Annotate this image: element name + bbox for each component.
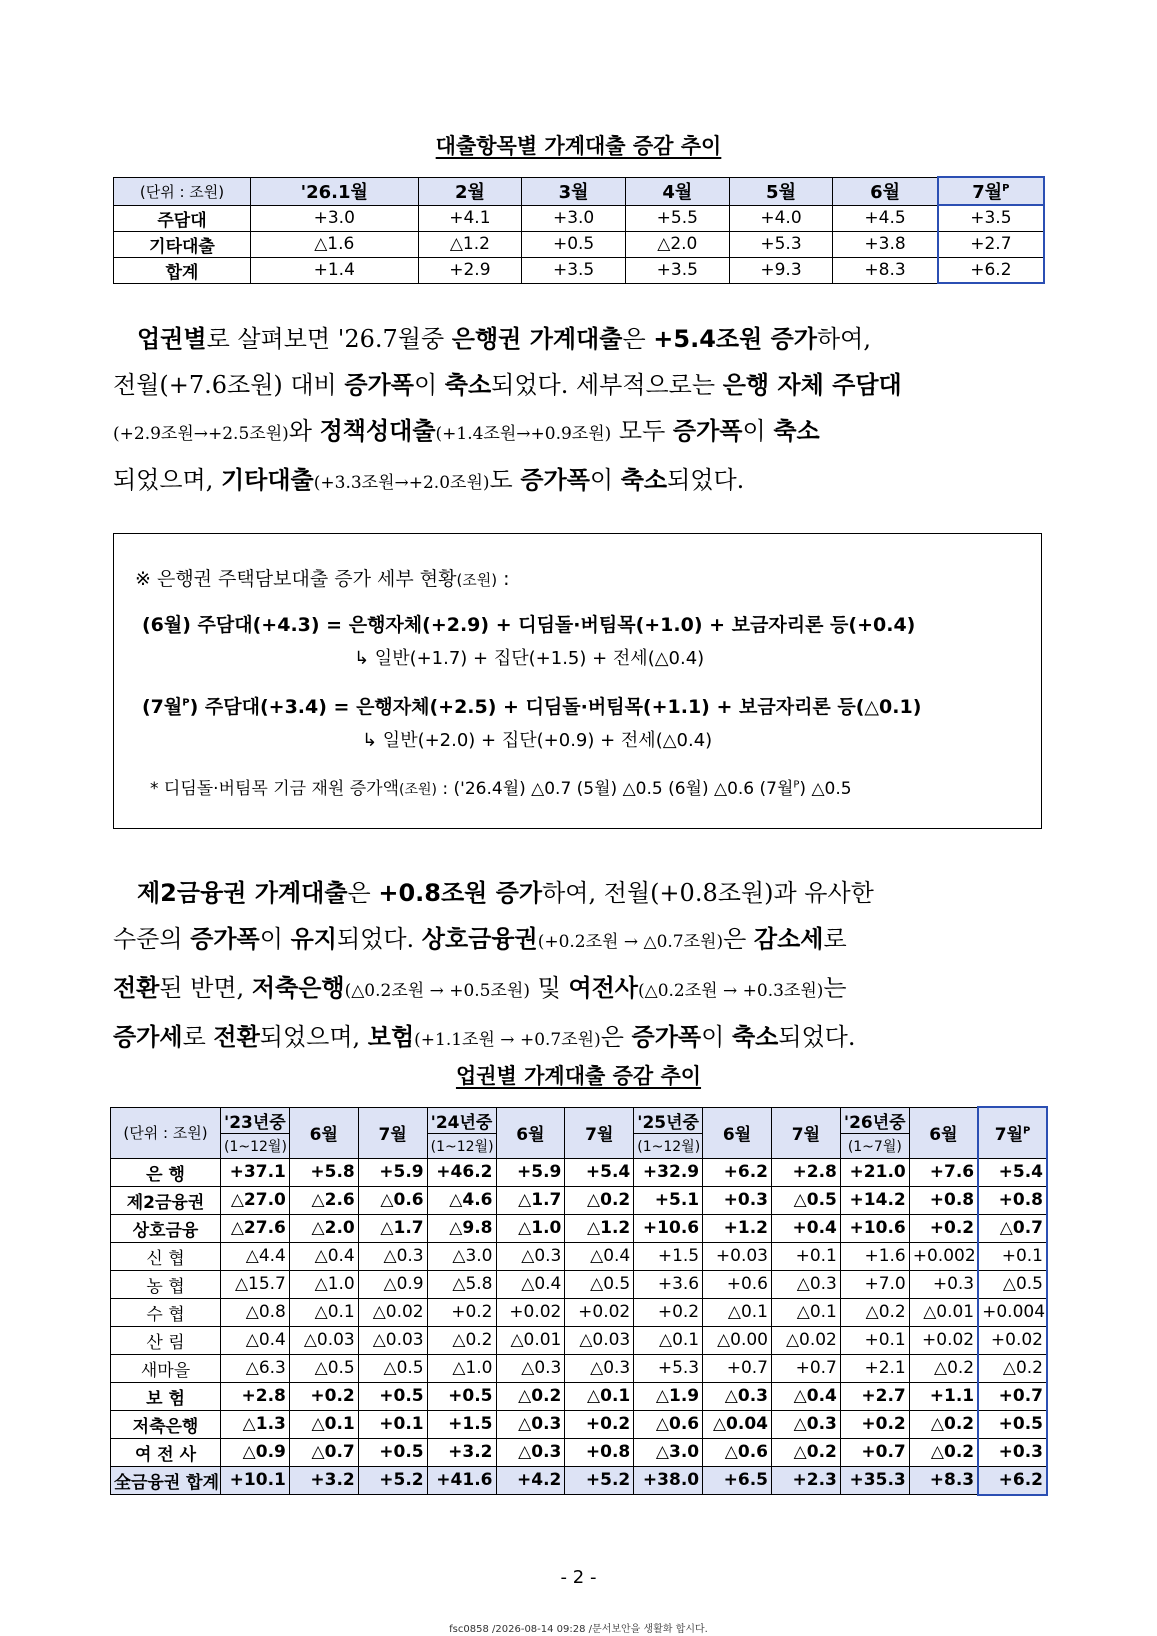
- table-cell: +6.5: [703, 1466, 772, 1495]
- table-cell: △0.6: [634, 1410, 703, 1438]
- table-cell: △0.03: [358, 1326, 427, 1354]
- row-label: 보 험: [111, 1382, 221, 1410]
- table-cell: +0.8: [565, 1438, 634, 1466]
- table-cell: +10.6: [634, 1214, 703, 1242]
- table-cell: △0.04: [703, 1410, 772, 1438]
- table-cell: +0.2: [840, 1410, 909, 1438]
- table-cell: +0.2: [909, 1214, 978, 1242]
- table-cell: +5.4: [565, 1158, 634, 1186]
- table-cell: +8.3: [909, 1466, 978, 1495]
- table-row: [111, 1298, 1048, 1326]
- col-header-current: 7월$^P$: [978, 1107, 1047, 1158]
- mortgage-detail-box: [113, 533, 1042, 829]
- table-cell: △0.01: [909, 1298, 978, 1326]
- table-cell: △0.8: [221, 1298, 290, 1326]
- table-cell: +2.3: [772, 1466, 841, 1495]
- table-cell: △0.4: [221, 1326, 290, 1354]
- table-cell: +5.3: [634, 1354, 703, 1382]
- table-cell: △0.3: [496, 1242, 565, 1270]
- table-cell: △0.03: [565, 1326, 634, 1354]
- table-row: [111, 1354, 1048, 1382]
- table-cell: △0.2: [909, 1438, 978, 1466]
- table-cell: △1.0: [427, 1354, 496, 1382]
- table-row: 주담대 +3.0 +4.1 +3.0 +5.5 +4.0 +4.5 +3.5: [114, 205, 1045, 231]
- row-label: 여 전 사: [111, 1438, 221, 1466]
- box-heading: ※ 은행권 주택담보대출 증가 세부 현황(조원) :: [135, 568, 510, 590]
- table-cell: +3.6: [634, 1270, 703, 1298]
- table-cell: △0.5: [978, 1270, 1047, 1298]
- table-cell: +3.2: [289, 1466, 358, 1495]
- row-label: 상호금융: [111, 1214, 221, 1242]
- table-cell: △0.7: [289, 1438, 358, 1466]
- row-label: 제2금융권: [111, 1186, 221, 1214]
- row-label: 수 협: [111, 1298, 221, 1326]
- table-cell: +32.9: [634, 1158, 703, 1186]
- table-cell: +5.2: [358, 1466, 427, 1495]
- table-cell: +2.8: [772, 1158, 841, 1186]
- table-cell: △0.3: [496, 1438, 565, 1466]
- table-cell: +1.1: [909, 1382, 978, 1410]
- table-row: [111, 1214, 1048, 1242]
- table-cell: +0.004: [978, 1298, 1047, 1326]
- table-cell: +0.03: [703, 1242, 772, 1270]
- col-header: 2월: [418, 177, 522, 205]
- table-cell: △0.3: [565, 1354, 634, 1382]
- table-cell: +0.5: [427, 1382, 496, 1410]
- table-cell: +0.3: [978, 1438, 1047, 1466]
- col-header: 7월: [358, 1107, 427, 1158]
- table-cell: △0.4: [289, 1242, 358, 1270]
- table-cell: △1.0: [496, 1214, 565, 1242]
- box-july-line: (7월$^P$) 주담대(+3.4) = 은행자체(+2.5) + 디딤돌·버팀목(+1.1) + 보금자리론 등(△0.1): [142, 696, 922, 718]
- table-cell: △0.4: [496, 1270, 565, 1298]
- table-row: [111, 1186, 1048, 1214]
- table-row: [111, 1438, 1048, 1466]
- table-cell: +10.1: [221, 1466, 290, 1495]
- table-row: [111, 1466, 1048, 1495]
- box-june-line: (6월) 주담대(+4.3) = 은행자체(+2.9) + 디딤돌·버팀목(+1.0) + 보금자리론 등(+0.4): [142, 614, 916, 636]
- table-cell: +38.0: [634, 1466, 703, 1495]
- table-cell: △0.02: [772, 1326, 841, 1354]
- table-cell: +5.9: [496, 1158, 565, 1186]
- unit-label: (단위 : 조원): [114, 177, 251, 205]
- table-cell: △0.5: [289, 1354, 358, 1382]
- table-cell: +6.2: [703, 1158, 772, 1186]
- table-cell: +0.4: [772, 1214, 841, 1242]
- table-cell: △2.0: [289, 1214, 358, 1242]
- table-cell: △4.4: [221, 1242, 290, 1270]
- col-header: 6월: [833, 177, 938, 205]
- table-cell: △27.0: [221, 1186, 290, 1214]
- table-cell: △0.1: [703, 1298, 772, 1326]
- table-cell: △15.7: [221, 1270, 290, 1298]
- table-cell: △0.1: [772, 1298, 841, 1326]
- table-cell: △0.03: [289, 1326, 358, 1354]
- table-cell: +6.2: [978, 1466, 1047, 1495]
- table-cell: △4.6: [427, 1186, 496, 1214]
- table-cell: +0.002: [909, 1242, 978, 1270]
- table-cell: △0.4: [565, 1242, 634, 1270]
- table-cell: +1.2: [703, 1214, 772, 1242]
- col-header: 6월: [703, 1107, 772, 1158]
- table-cell: +3.2: [427, 1438, 496, 1466]
- table-cell: △0.2: [978, 1354, 1047, 1382]
- col-header: 6월: [909, 1107, 978, 1158]
- table-cell: +2.7: [840, 1382, 909, 1410]
- table-cell: △5.8: [427, 1270, 496, 1298]
- table-cell: △0.2: [840, 1298, 909, 1326]
- table-cell: +0.7: [840, 1438, 909, 1466]
- table-cell: △0.2: [909, 1354, 978, 1382]
- table-cell: +0.1: [772, 1242, 841, 1270]
- table-cell: △0.3: [496, 1354, 565, 1382]
- col-header: 5월: [729, 177, 833, 205]
- table-cell: +0.3: [909, 1270, 978, 1298]
- table-cell: +2.1: [840, 1354, 909, 1382]
- year-header: '26년중: [840, 1107, 909, 1133]
- table-cell: △0.2: [427, 1326, 496, 1354]
- table-cell: +46.2: [427, 1158, 496, 1186]
- table-cell: △3.0: [427, 1242, 496, 1270]
- table-cell: +0.1: [840, 1326, 909, 1354]
- table-cell: +0.7: [703, 1354, 772, 1382]
- row-label: 산 림: [111, 1326, 221, 1354]
- table-cell: +0.3: [703, 1186, 772, 1214]
- table-cell: △9.8: [427, 1214, 496, 1242]
- table-cell: △0.3: [358, 1242, 427, 1270]
- table-row: [111, 1326, 1048, 1354]
- col-header: 3월: [522, 177, 626, 205]
- year-header: '25년중: [634, 1107, 703, 1133]
- table-cell: +10.6: [840, 1214, 909, 1242]
- table-cell: +0.2: [289, 1382, 358, 1410]
- col-header: 6월: [496, 1107, 565, 1158]
- row-label: 신 협: [111, 1242, 221, 1270]
- table-cell: △0.3: [772, 1270, 841, 1298]
- table-cell: △0.3: [772, 1410, 841, 1438]
- table-cell: +2.8: [221, 1382, 290, 1410]
- table-cell: +0.5: [978, 1410, 1047, 1438]
- table-cell: +0.1: [978, 1242, 1047, 1270]
- table-cell: △0.1: [565, 1382, 634, 1410]
- table-cell: +0.1: [358, 1410, 427, 1438]
- table-cell: △0.00: [703, 1326, 772, 1354]
- box-july-sub: ↳ 일반(+2.0) + 집단(+0.9) + 전세(△0.4): [362, 730, 713, 751]
- col-header: '26.1월: [251, 177, 419, 205]
- table-cell: △1.9: [634, 1382, 703, 1410]
- table-cell: △0.1: [289, 1410, 358, 1438]
- table-cell: +1.5: [634, 1242, 703, 1270]
- table-cell: +1.6: [840, 1242, 909, 1270]
- row-label: 새마을: [111, 1354, 221, 1382]
- table-cell: +0.02: [496, 1298, 565, 1326]
- unit-label: (단위 : 조원): [111, 1107, 221, 1158]
- col-header-current: 7월$^P$: [938, 177, 1044, 205]
- col-header: 4월: [625, 177, 729, 205]
- table-cell: △1.2: [565, 1214, 634, 1242]
- year-header: '23년중: [221, 1107, 290, 1133]
- table-cell: +0.02: [978, 1326, 1047, 1354]
- table-cell: +0.5: [358, 1438, 427, 1466]
- table-cell: △0.1: [289, 1298, 358, 1326]
- table-cell: +1.5: [427, 1410, 496, 1438]
- table-cell: +5.4: [978, 1158, 1047, 1186]
- table-cell: △1.7: [358, 1214, 427, 1242]
- table-cell: +0.8: [909, 1186, 978, 1214]
- table-cell: +5.1: [634, 1186, 703, 1214]
- table-cell: +0.02: [909, 1326, 978, 1354]
- table-cell: △0.7: [978, 1214, 1047, 1242]
- row-label: 全금융권 합계: [111, 1466, 221, 1495]
- table-cell: +0.2: [427, 1298, 496, 1326]
- table-cell: △0.9: [221, 1438, 290, 1466]
- table-row: [111, 1242, 1048, 1270]
- table-cell: △2.6: [289, 1186, 358, 1214]
- box-june-sub: ↳ 일반(+1.7) + 집단(+1.5) + 전세(△0.4): [354, 648, 705, 669]
- table-cell: +7.0: [840, 1270, 909, 1298]
- table-cell: △6.3: [221, 1354, 290, 1382]
- table-cell: △0.3: [703, 1382, 772, 1410]
- document-footer: fsc0858 /2026-08-14 09:28 /문서보안을 생활화 합시다.: [449, 1624, 708, 1635]
- table-row: [111, 1382, 1048, 1410]
- table-cell: △0.2: [909, 1410, 978, 1438]
- table-cell: +41.6: [427, 1466, 496, 1495]
- row-label: 저축은행: [111, 1410, 221, 1438]
- table-cell: +7.6: [909, 1158, 978, 1186]
- table-cell: △0.02: [358, 1298, 427, 1326]
- table1-title: 대출항목별 가계대출 증감 추이: [435, 134, 722, 158]
- table-cell: △0.5: [565, 1270, 634, 1298]
- table-cell: +5.2: [565, 1466, 634, 1495]
- table-cell: △1.7: [496, 1186, 565, 1214]
- table-cell: △0.2: [772, 1438, 841, 1466]
- table-cell: +0.2: [634, 1298, 703, 1326]
- table-cell: +4.2: [496, 1466, 565, 1495]
- table-cell: △0.5: [772, 1186, 841, 1214]
- table-cell: △0.6: [703, 1438, 772, 1466]
- loan-type-table: [113, 176, 1045, 284]
- sector-loan-table: (단위 : 조원) '23년중 6월 7월 '24년중 6월 7월 '25년중 6월 7월 '26년중 6월 7월$^P$ (1~12월) (1~12월) (1~12월) (1~7월) 은 행 +37.1 +5.8 +5.9 +46.2 +5.9 +5.4 +32.9 +6.2 +2.8 +21.0 +7.6 +5.4 제2금융권 △27.0 △2.6 △0.6 △4.6 △1.7 △0.2 +5.1 +0.3 △0.5 +14.2 +0.8 +0.8 상호금융 △27.6 △2.0 △1.7 △9.8 △1.0 △1.2 +10.6 +1.2 +0.4 +10.6 +0.2 △0.7 신 협 △4.4 △0.4 △0.3 △3.0 △0.3 △0.4 +1.5 +0.03 +0.1 +1.6 +0.002 +0.1 농 협 △15.7 △1.0 △0.9 △5.8 △0.4 △0.5 +3.6 +0.6 △0.3 +7.0 +0.3 △0.5 수 협 △0.8 △0.1 △0.02 +0.2 +0.02 +0.02 +0.2 △0.1 △0.1 △0.2 △0.01 +0.004 산 림 △0.4 △0.03 △0.03 △0.2 △0.01 △0.03 △0.1 △0.00 △0.02 +0.1 +0.02 +0.02 새마을 △6.3 △0.5 △0.5 △1.0 △0.3 △0.3 +5.3 +0.7 +0.7 +2.1 △0.2 △0.2 보 험 +2.8 +0.2 +0.5 +0.5 △0.2 △0.1 △1.9 △0.3 △0.4 +2.7 +1.1 +0.7 저축은행 △1.3 △0.1 +0.1 +1.5 △0.3 +0.2 △0.6 △0.04 △0.3 +0.2 △0.2 +0.5 여 전 사 △0.9 △0.7 +0.5 +3.2 △0.3 +0.8 △3.0 △0.6 △0.2 +0.7 △0.2 +0.3 全금융권 합계 +10.1 +3.2 +5.2 +41.6 +4.2 +5.2 +38.0 +6.5 +2.3 +35.3 +8.3 +6.2: [110, 1106, 1048, 1496]
- table-cell: △0.01: [496, 1326, 565, 1354]
- table-cell: +21.0: [840, 1158, 909, 1186]
- table-cell: △27.6: [221, 1214, 290, 1242]
- year-header: '24년중: [427, 1107, 496, 1133]
- table-cell: △0.9: [358, 1270, 427, 1298]
- table-cell: △0.1: [634, 1326, 703, 1354]
- table-cell: △0.6: [358, 1186, 427, 1214]
- table-cell: △0.2: [496, 1382, 565, 1410]
- table-cell: +0.5: [358, 1382, 427, 1410]
- table-row: 합계 +1.4 +2.9 +3.5 +3.5 +9.3 +8.3 +6.2: [114, 257, 1045, 283]
- table-cell: △3.0: [634, 1438, 703, 1466]
- paragraph-bank-loans: 업권별로 살펴보면 '26.7월중 은행권 가계대출은 +5.4조원 증가하여, 전월(+7.6조원) 대비 증가폭이 축소되었다. 세부적으로는 은행 자체 주담대 (+2.9조원→+2.5조원)와 정책성대출(+1.4조원→+0.9조원) 모두 증가폭이 축소 되었으며, 기타대출(+3.3조원→+2.0조원)도 증가폭이 축소되었다.: [113, 325, 902, 494]
- paragraph-nonbank-loans: 제2금융권 가계대출은 +0.8조원 증가하여, 전월(+0.8조원)과 유사한 수준의 증가폭이 유지되었다. 상호금융권(+0.2조원 → △0.7조원)은 감소세로 전환된 반면, 저축은행(△0.2조원 → +0.5조원) 및 여전사(△0.2조원 → +0.3조원)는 증가세로 전환되었으며, 보험(+1.1조원 → +0.7조원)은 증가폭이 축소되었다.: [113, 879, 874, 1051]
- box-note: * 디딤돌·버팀목 기금 재원 증가액(조원) : ('26.4월) △0.7 (5월) △0.5 (6월) △0.6 (7월$^P$) △0.5: [150, 779, 852, 799]
- table-row: [111, 1270, 1048, 1298]
- table-cell: +5.8: [289, 1158, 358, 1186]
- row-label: 농 협: [111, 1270, 221, 1298]
- table-row: [111, 1410, 1048, 1438]
- col-header: 7월: [565, 1107, 634, 1158]
- table2-title: 업권별 가계대출 증감 추이: [455, 1064, 702, 1088]
- page-number: - 2 -: [560, 1567, 597, 1588]
- col-header: 6월: [289, 1107, 358, 1158]
- col-header: 7월: [772, 1107, 841, 1158]
- table-cell: +37.1: [221, 1158, 290, 1186]
- table-cell: +0.02: [565, 1298, 634, 1326]
- table-cell: △1.0: [289, 1270, 358, 1298]
- table-cell: +14.2: [840, 1186, 909, 1214]
- table-cell: +0.7: [772, 1354, 841, 1382]
- table-cell: +0.6: [703, 1270, 772, 1298]
- table-cell: △0.5: [358, 1354, 427, 1382]
- table-cell: +35.3: [840, 1466, 909, 1495]
- table-cell: △1.3: [221, 1410, 290, 1438]
- table-cell: +0.2: [565, 1410, 634, 1438]
- table-cell: △0.2: [565, 1186, 634, 1214]
- table-row: [111, 1158, 1048, 1186]
- table-cell: +0.7: [978, 1382, 1047, 1410]
- row-label: 은 행: [111, 1158, 221, 1186]
- table-cell: +5.9: [358, 1158, 427, 1186]
- table-cell: +0.8: [978, 1186, 1047, 1214]
- table-row: 기타대출 △1.6 △1.2 +0.5 △2.0 +5.3 +3.8 +2.7: [114, 231, 1045, 257]
- table-cell: △0.3: [496, 1410, 565, 1438]
- table-cell: △0.4: [772, 1382, 841, 1410]
